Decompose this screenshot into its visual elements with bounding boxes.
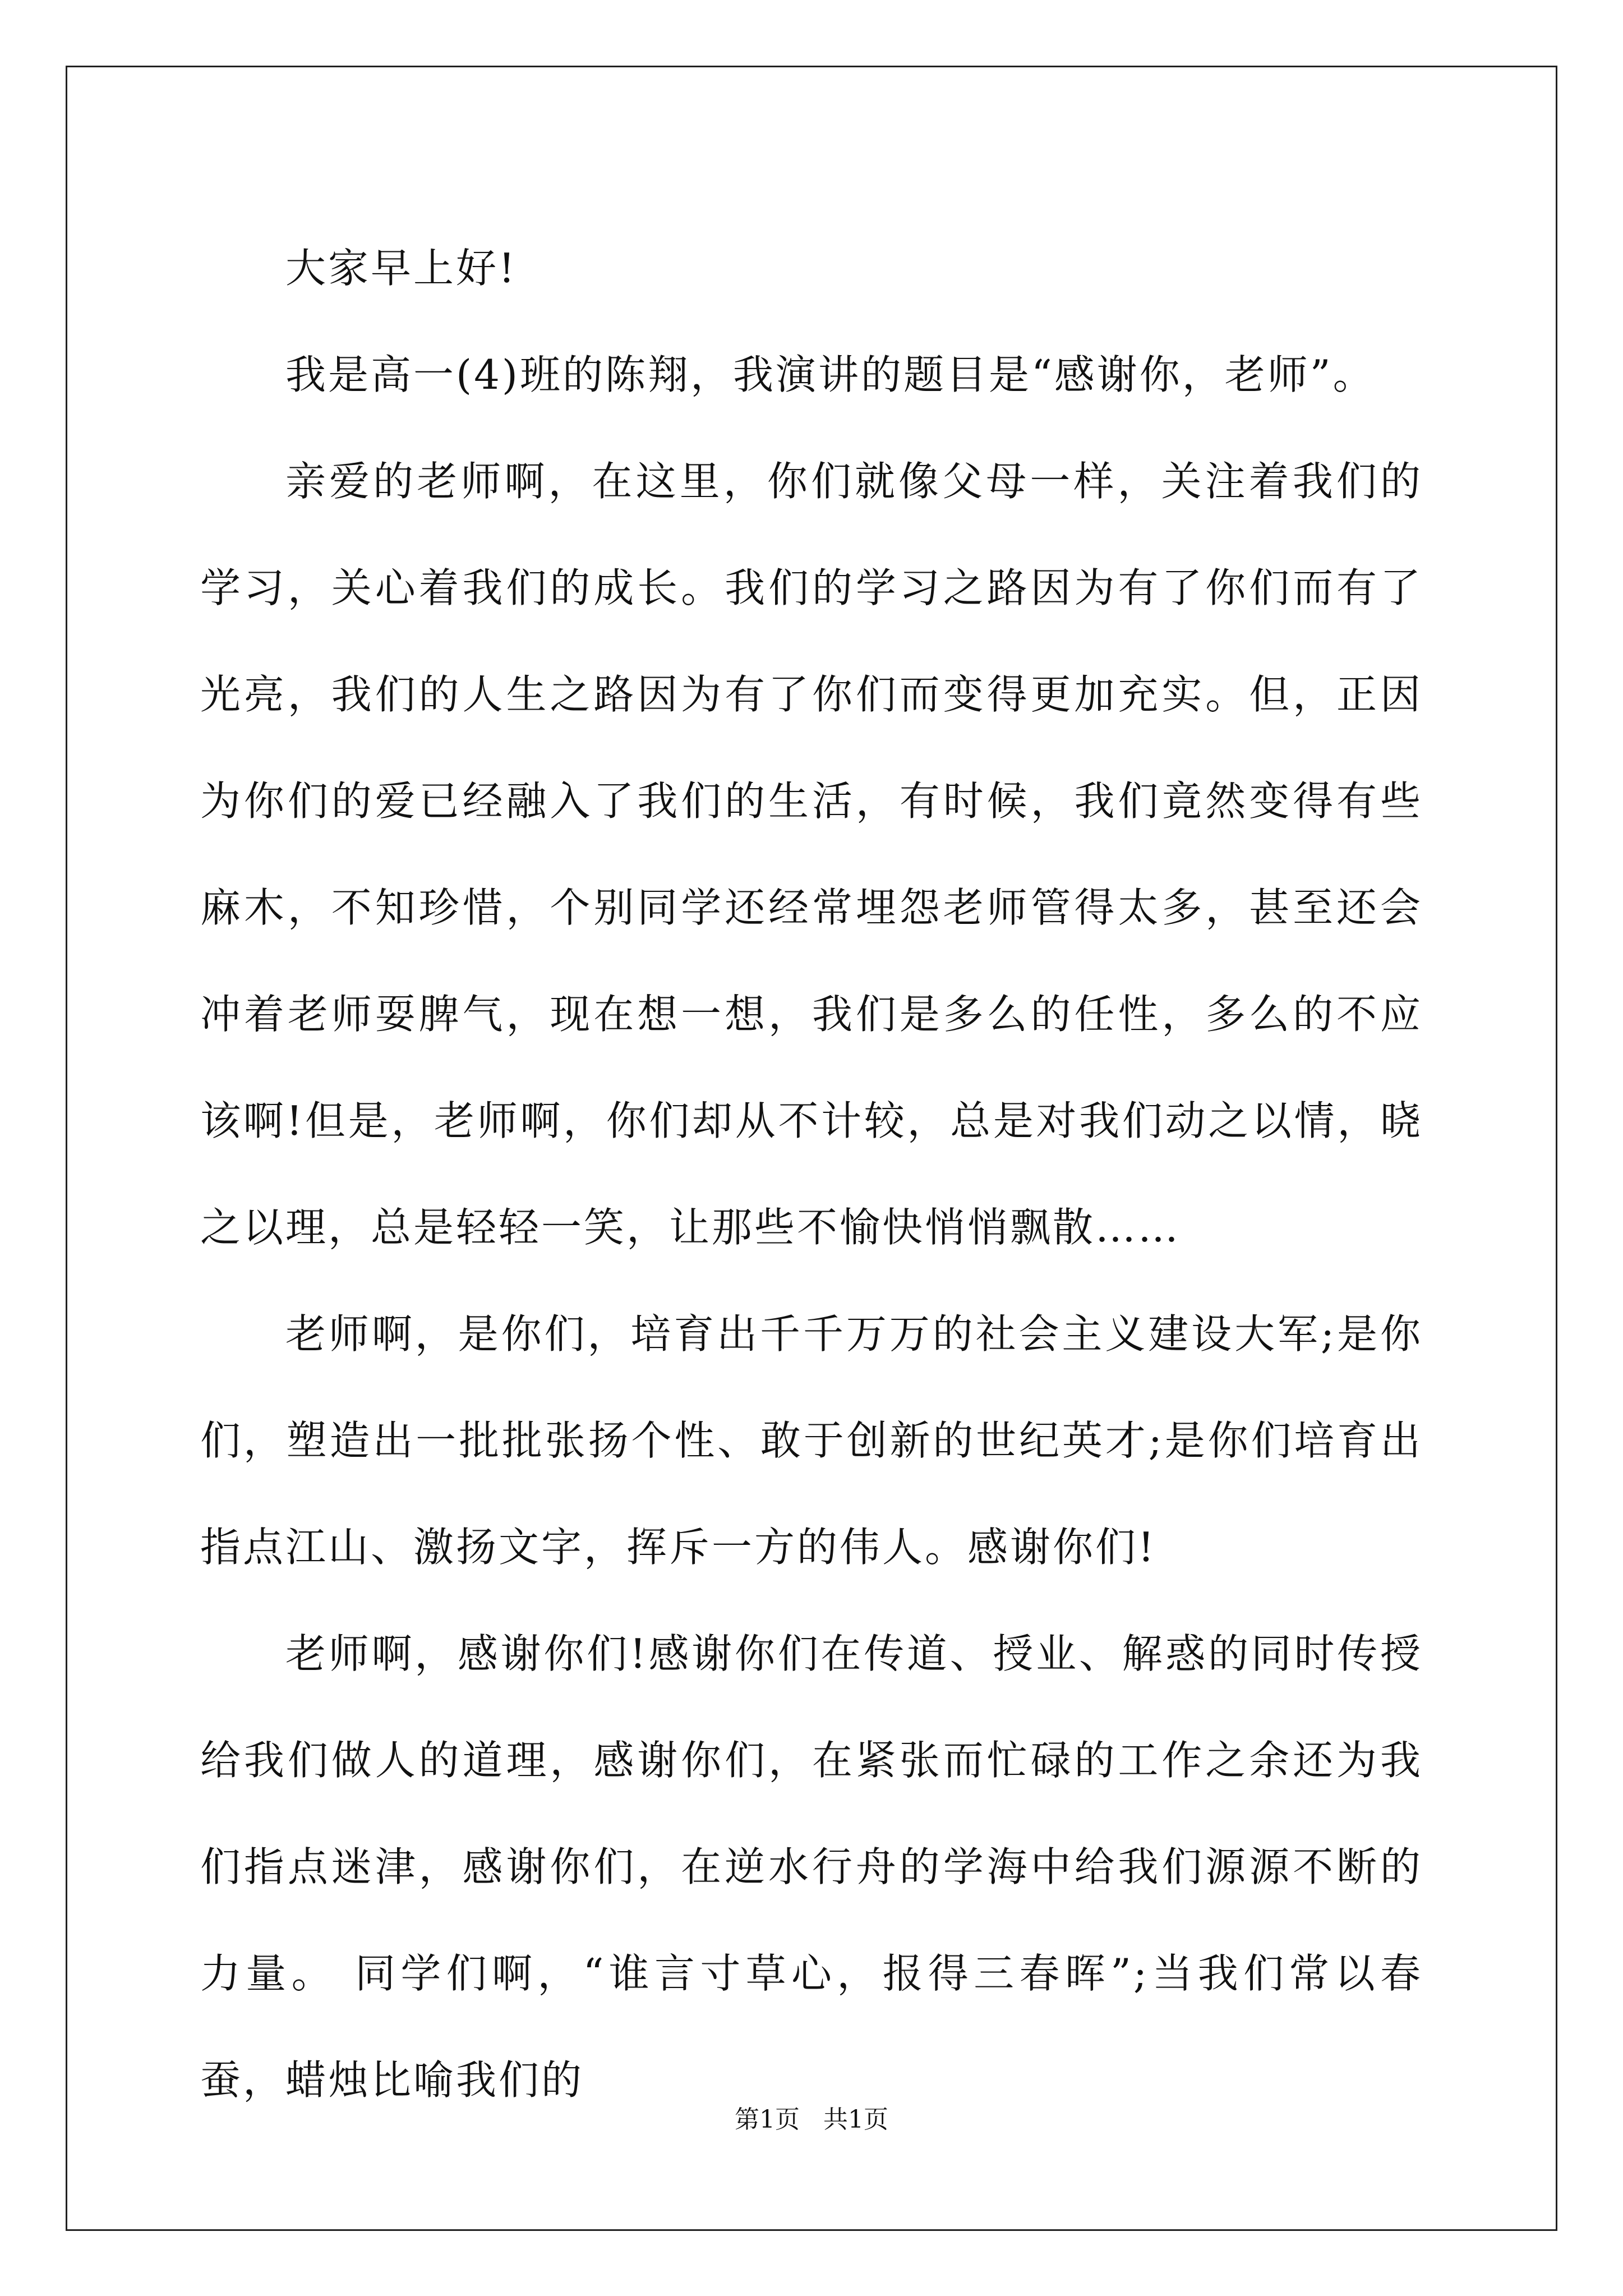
document-body bbox=[200, 215, 1423, 2133]
paragraph-greeting: 大家早上好! bbox=[285, 245, 517, 292]
paragraph-introduction: 我是高一(4)班的陈翔，我演讲的题目是“感谢你，老师”。 bbox=[285, 351, 1376, 398]
page-total: 共1页 bbox=[823, 2105, 888, 2134]
page-footer bbox=[0, 2103, 1623, 2137]
page-number: 第1页 bbox=[735, 2105, 800, 2134]
paragraph-teacher-care: 亲爱的老师啊，在这里，你们就像父母一样，关注着我们的学习，关心着我们的成长。我们的学习之路因为有了你们而有了光亮，我们的人生之路因为有了你们而变得更加充实。但，正因为你们的爱已经融入了我们的生活，有时候，我们竟然变得有些麻木，不知珍惜，个别同学还经常埋怨老师管得太多，甚至还会冲着老师耍脾气，现在想一想，我们是多么的任性，多么的不应该啊!但是，老师啊，你们却从不计较，总是对我们动之以情，晓之以理，总是轻轻一笑，让那些不愉快悄悄飘散…… bbox=[200, 458, 1423, 1251]
paragraph-gratitude: 老师啊，感谢你们!感谢你们在传道、授业、解惑的同时传授给我们做人的道理，感谢你们，在紧张而忙碌的工作之余还为我们指点迷津，感谢你们，在逆水行舟的学海中给我们源源不断的力量。 同学们啊，“谁言寸草心，报得三春晖”;当我们常以春蚕，蜡烛比喻我们的 bbox=[200, 1630, 1423, 2104]
paragraph-teacher-achievements: 老师啊，是你们，培育出千千万万的社会主义建设大军;是你们，塑造出一批批张扬个性、敢于创新的世纪英才;是你们培育出指点江山、激扬文字，挥斥一方的伟人。感谢你们! bbox=[200, 1310, 1423, 1571]
